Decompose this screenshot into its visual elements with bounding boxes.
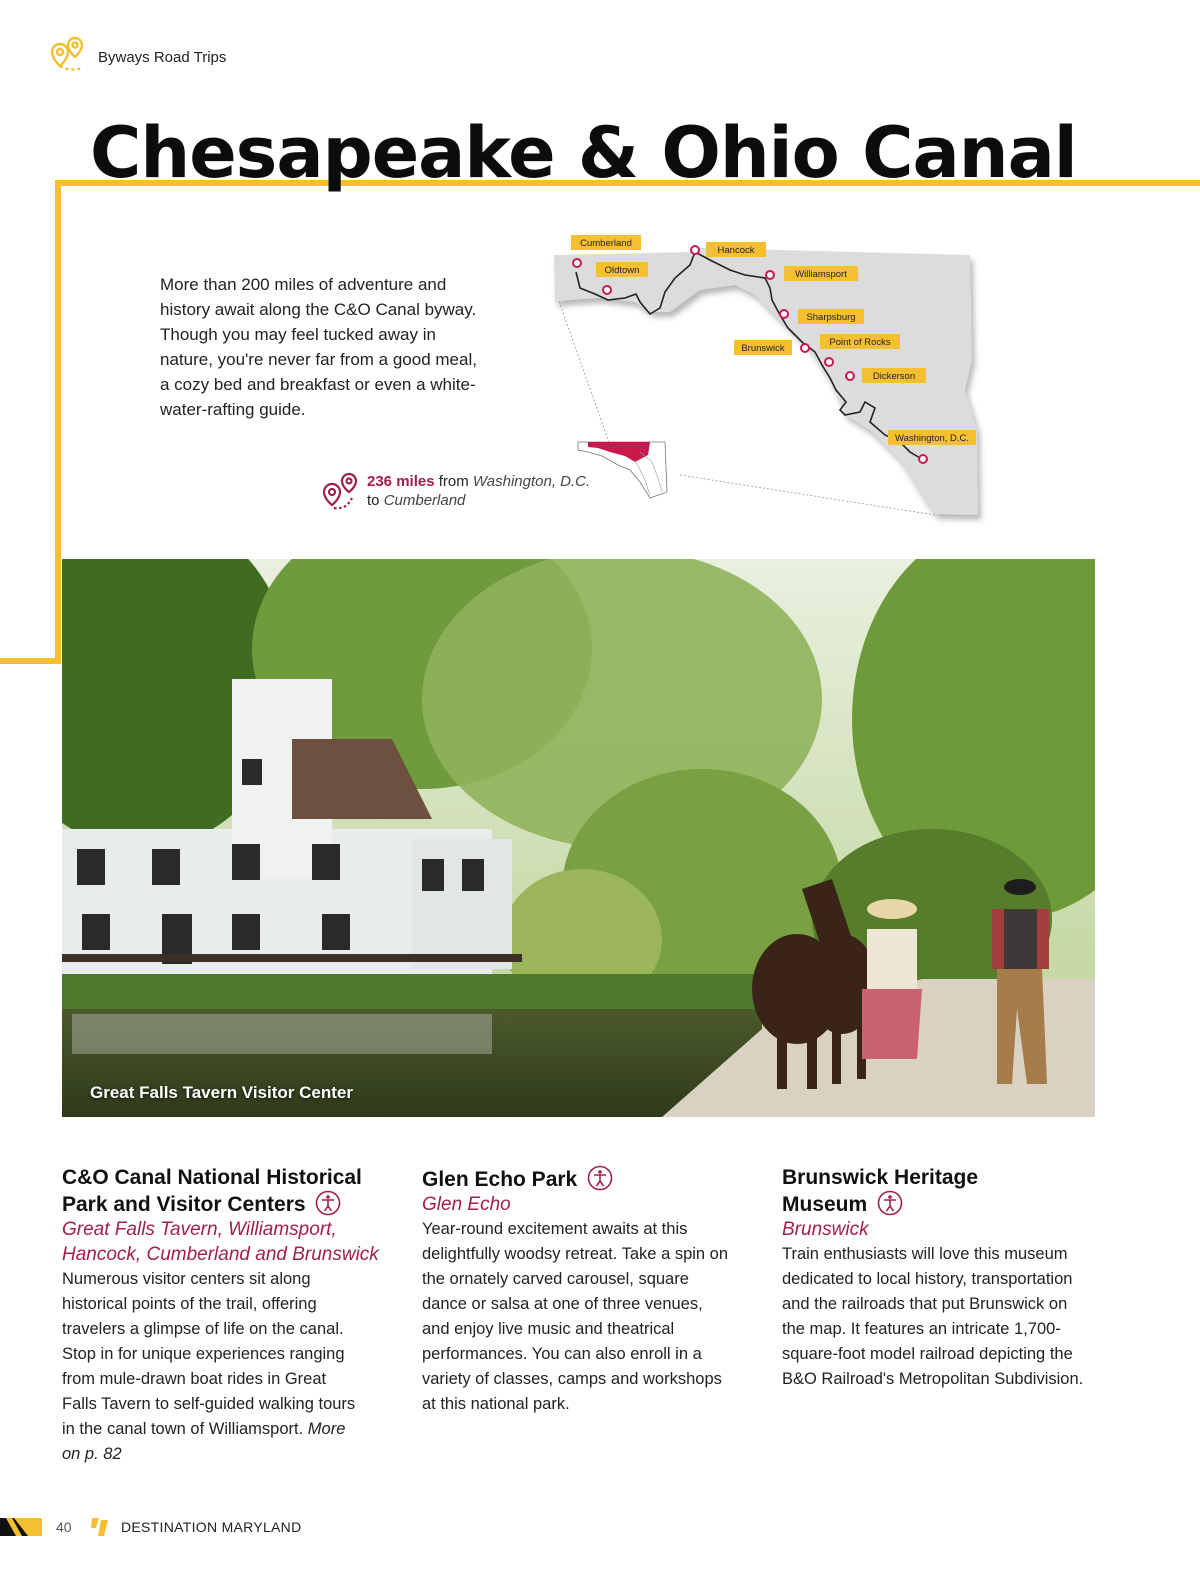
map-label-point-of-rocks: Point of Rocks [829,337,891,348]
accessibility-icon [877,1190,903,1216]
attraction-location: Glen Echo [422,1194,511,1215]
distance-miles: 236 miles [367,473,435,490]
heading-line-1: C&O Canal National Historical [62,1166,362,1189]
map-label-hancock: Hancock [717,245,755,256]
maryland-flag-icon [0,1518,42,1536]
route-pins-icon [320,470,362,512]
heading-line-1: Brunswick Heritage [782,1166,979,1189]
attraction-heading [422,1165,752,1192]
attraction-heading [62,1165,392,1217]
route-map [540,230,1000,530]
heading-line-2: Park and Visitor Centers [62,1193,306,1216]
map-label-williamsport: Williamsport [795,269,847,280]
attraction-location: Great Falls Tavern, Williamsport, Hancock, Cumberland and Brunswick [62,1219,379,1265]
distance-from-place: Washington, D.C. [472,473,591,490]
photo-caption: Great Falls Tavern Visitor Center [90,1083,353,1102]
maryland-inset-map [578,442,667,498]
attraction-body: Numerous visitor centers sit along historical points of the trail, offering travelers a glimpse of life on the canal. Stop in for unique experiences ranging from mule-drawn boat rides in Great Falls Tavern to self-guided walking tours in the canal town of Williamsport. [62,1270,356,1438]
map-label-cumberland: Cumberland [580,238,632,249]
attraction-body: Train enthusiasts will love this museum dedicated to local history, transportation and the railroads that put Brunswick on the map. It features an intricate 1,700-square-foot model railroad depicting the B&O Railroad's Metropolitan Subdivision. [782,1245,1084,1388]
map-pin-brunswick [734,340,809,355]
attraction-glen-echo-park [422,1165,752,1417]
heading-line-1: Glen Echo Park [422,1168,578,1191]
accessibility-icon [587,1165,613,1191]
attraction-canal-park [62,1165,392,1467]
intro-paragraph: More than 200 miles of adventure and history await along the C&O Canal byway. Though you may feel tucked away in nature, you're never far from a good meal, a cozy bed and breakfast or even a white-water-rafting guide. [160,275,477,419]
attraction-brunswick-museum [782,1165,1112,1392]
accent-rule-bottom [0,658,61,664]
map-label-oldtown: Oldtown [604,265,640,276]
attraction-description [62,1267,362,1467]
publication-name: DESTINATION MARYLAND [121,1519,302,1535]
destination-maryland-logo [90,1516,110,1538]
map-label-washington-dc: Washington, D.C. [894,433,970,444]
distance-from-word: from [438,473,469,490]
map-label-sharpsburg: Sharpsburg [806,312,856,323]
distance-to-word: to [367,492,380,509]
accent-rule-left [55,180,61,664]
page-title: Chesapeake & Ohio Canal [90,112,1077,194]
heading-line-2: Museum [782,1193,868,1216]
attraction-location: Brunswick [782,1219,869,1240]
attraction-body: Year-round excitement awaits at this delightfully woodsy retreat. Take a spin on the ornately carved carousel, square dance or salsa at one of three venues, and enjoy live music and theatrical performances. You can also enroll in a variety of classes, camps and workshops at this national park. [422,1220,729,1413]
map-label-brunswick: Brunswick [741,343,785,354]
more-link[interactable]: More on p. 82 [62,1420,346,1463]
map-label-dickerson: Dickerson [872,371,916,382]
page-number: 40 [56,1519,72,1535]
canal-photo [62,559,1095,1117]
attraction-heading [782,1165,1112,1217]
section-label: Byways Road Trips [98,49,227,66]
map-pins-icon [48,36,90,74]
accessibility-icon [315,1190,341,1216]
distance-to-place: Cumberland [383,492,466,509]
